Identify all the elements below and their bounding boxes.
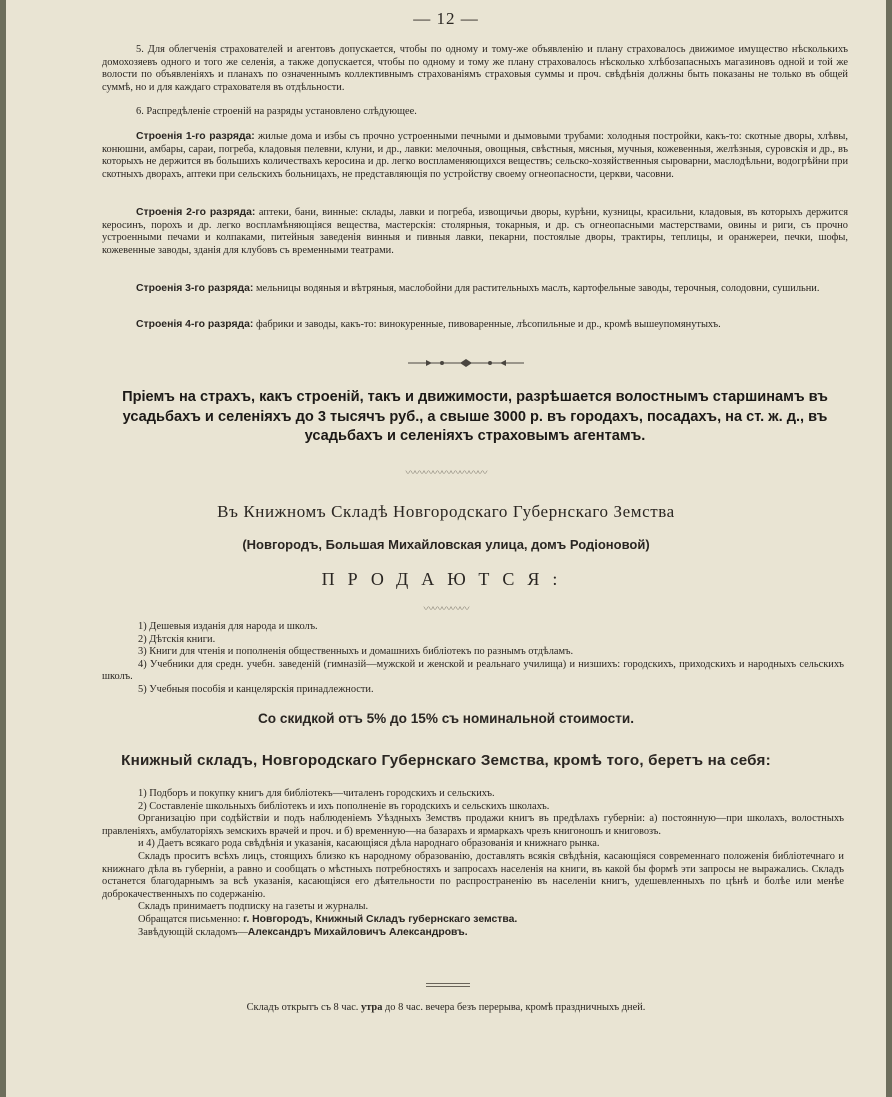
insurance-notice: Пріемъ на страхъ, какъ строеній, такъ и движимости, разрѣшается волостнымъ старшинамъ въ усадьбахъ и селеніяхъ до 3 тысячъ руб., а свыше 3000 р. въ городахъ, посадахъ, на ст. ж. д., въ усадьбахъ и селеніяхъ страховымъ агентамъ. [122,389,828,444]
wavy-divider-small: 〰〰〰〰〰 [423,604,469,615]
manager-line [102,927,844,940]
rule-paragraph-5: 5. Для облегченія страхователей и агентовъ допускается, чтобы по одному и тому-же объявленію и плану страховалось движимое имущество нѣсколькихъ домохозяевъ одного и того же селенія, а также допускается, чтобы по одному и тому же плану страховалось нѣсколько хлѣбозапасныхъ магазиновъ одной и той же волости по объявленіяхъ и планахъ по означеннымъ коллективнымъ страхованіямъ страховыя суммы и проч. свѣдѣнія должны быть показаны не только въ общей суммѣ, но и для каждаго страхователя въ отдѣльности. [102,44,848,93]
list-item: Складъ принимаетъ подписку на газеты и журналы. [138,901,369,913]
footer-text-b: до 8 час. вечера безъ перерыва, кромѣ праздничныхъ дней. [382,1002,646,1013]
category-4-paragraph [102,319,848,332]
contact-line [102,914,844,927]
category-1-label: Строенія 1-го разряда: [136,131,255,142]
category-2-paragraph [102,207,848,257]
category-4-text: фабрики и заводы, какъ-то: винокуренные, пивоваренные, лѣсопильные и др., кромѣ вышеупомянутыхъ. [253,319,721,330]
document-page [6,0,886,1097]
list-item: 4) Учебники для средн. учебн. заведеній (гимназій—мужской и женской и реальнаго училища) и низшихъ: городскихъ, приходскихъ и народныхъ сельскихъ школъ. [102,658,844,683]
store-address: (Новгородъ, Большая Михайловская улица, домъ Родіоновой) [242,537,650,552]
list-item: Организацію при содѣйствіи и подъ наблюденіемъ Уѣздныхъ Земствъ продажи книгъ въ предѣлахъ губерніи: а) постоянную—при школахъ, волостныхъ правленіяхъ, амбулаторіяхъ земскихъ врачей и проч. и б) временную—на базарахъ и ярмаркахъ чрезъ книгоношъ и книговозъ. [102,813,844,837]
footer-text-bold: утра [361,1002,383,1013]
store-title: Въ Книжномъ Складѣ Новгородскаго Губернскаго Земства [217,502,675,521]
category-3-label: Строенія 3-го разряда: [136,283,254,294]
discount-line: Со скидкой отъ 5% до 15% съ номинальной стоимости. [257,711,634,726]
list-item: 3) Книги для чтенія и пополненія общественныхъ и домашнихъ библіотекъ по разнымъ отдѣламъ. [138,646,574,658]
list-item: 1) Подборъ и покупку книгъ для библіотекъ—читаленъ городскихъ и сельскихъ. [138,788,495,799]
sale-heading: ПРОДАЮТСЯ: [321,569,571,589]
ornament-divider [406,357,526,369]
contact-prefix: Обращатся письменно: [138,913,244,925]
page-number: — 12 — [413,9,479,28]
rule-paragraph-6: 6. Распредѣленіе строеній на разряды установлено слѣдующее. [136,106,417,117]
wavy-divider: 〰〰〰〰〰〰〰〰〰 [405,468,487,479]
list-item: Складъ проситъ всѣхъ лицъ, стоящихъ близко къ народному образованію, доставлять всякія свѣдѣнія, касающіяся современнаго положенія библіотечнаго и книжнаго дѣла въ губерніи, а равно и сообщать о мѣстныхъ потребностяхъ и запросахъ населенія на книги, въ какой бы формѣ эти запросы не выражались. Складъ останется благодарнымъ за всѣ указанія, касающіяся его дѣятельности по распространенію въ населеніи книгъ, удешевленныхъ по цѣнѣ и болѣе или менѣе доброкачественныхъ по содержанію. [102,850,844,900]
services-list [102,788,844,939]
list-item: и 4) Даетъ всякаго рода свѣдѣнія и указанія, касающіяся дѣла народнаго образованія и книжнаго рынка. [138,838,600,850]
category-4-label: Строенія 4-го разряда: [136,319,254,330]
sale-items-list [102,621,844,697]
category-2-label: Строенія 2-го разряда: [136,207,256,218]
category-2-text: аптеки, бани, винные: склады, лавки и погреба, извощичьи дворы, курѣни, кузницы, красильни, кладовыя, въ которыхъ держится керосинъ, порохъ и др. легко воспламѣняющіяся вещества, мастерскія: столярныя, токарныя, и др. съ огнеопасными мастерствами, овины и риги, съ прочно устроенными печами и колпаками, питейныя заведенія винныя и пивныя лавки, пекарни, постоялые дворы, трактиры, теплицы, и оранжереи, печки, шофы, кожевенные заводы, зданія для клубовъ съ временными театрами. [102,207,848,256]
category-3-text: мельницы водяныя и вѣтряныя, маслобойни для растительныхъ маслъ, картофельные заводы, терочныя, солодовни, сушильни. [253,283,820,294]
list-item: 2) Составленіе школьныхъ библіотекъ и ихъ пополненіе въ городскихъ и сельскихъ школахъ. [138,800,550,812]
list-item: 1) Дешевыя изданія для народа и школъ. [138,621,318,632]
category-3-paragraph [102,283,848,296]
manager-prefix: Завѣдующій складомъ— [138,926,248,938]
footer-text-a: Складъ открытъ съ 8 час. [246,1002,361,1013]
double-line-divider [426,983,470,987]
opening-hours [6,1002,886,1013]
category-1-text: жилые дома и избы съ прочно устроенными печными и дымовыми трубами: холодныя постройки, какъ-то: скотные дворы, хлѣвы, конюшни, амбары, сараи, погреба, кладовыя пелевни, клуни, и др., лавки: мелочныя, овощныя, свѣстныя, мясныя, мучныя, кожевенныя, желѣзныя, суровскія и др., въ которыхъ не держится въ большихъ количествахъ керосина и др. легко воспламеняющихся веществъ; сельско-хозяйственныя сыроварни, маслодѣльни, водогрѣйни при скотныхъ дворахъ, аптеки при сельскихъ больницахъ, не представляющія по устройству своему огнеопасности, церкви, часовни. [102,131,848,180]
manager-name: Александръ Михайловичъ Александровъ. [247,926,468,938]
list-item: 5) Учебныя пособія и канцелярскія принадлежности. [138,683,374,695]
contact-address: г. Новгородъ, Книжный Складъ губернскаго земства. [243,913,518,925]
services-heading: Книжный складъ, Новгородскаго Губернскаго Земства, кромѣ того, беретъ на себя: [121,752,771,769]
category-1-paragraph [102,131,848,181]
list-item: 2) Дѣтскія книги. [138,633,216,645]
